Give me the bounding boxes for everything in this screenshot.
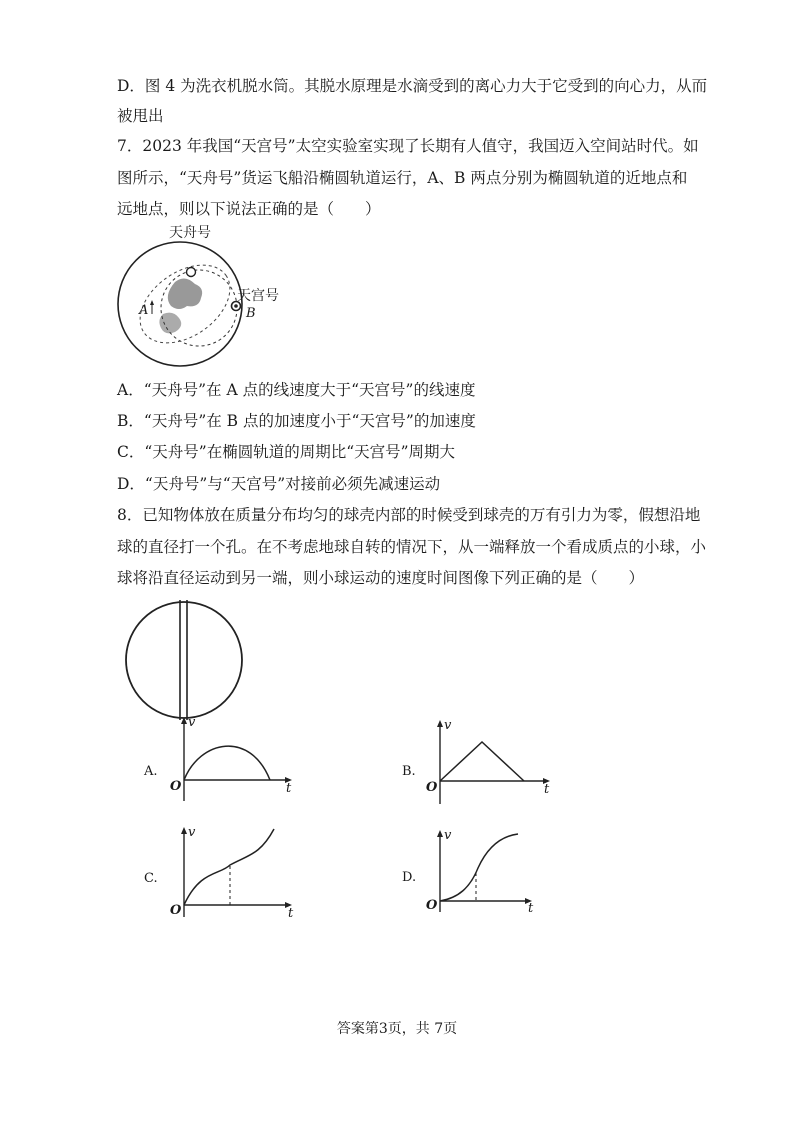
graph-c-svg (140, 825, 300, 925)
graph-b-y-label: v (444, 718, 452, 733)
earth-circle (126, 602, 242, 718)
graph-d-y-label: v (444, 828, 452, 843)
label-tianzhou: 天舟号 (169, 225, 211, 241)
graph-d-x-label: t (528, 901, 534, 916)
graph-b-y-arrow (437, 720, 443, 727)
label-tiangong: 天宫号 (237, 288, 279, 304)
graph-c-x-label: t (288, 906, 294, 921)
graph-b-curve (440, 742, 524, 781)
graph-c-origin: O (170, 903, 182, 918)
graph-b-origin: O (426, 780, 438, 795)
earth-tunnel-diagram (122, 598, 246, 722)
graph-a-label: A. (144, 764, 158, 779)
q6-option-d-line2: 被甩出 (117, 107, 164, 125)
graph-d-label: D. (402, 870, 417, 885)
graph-b (398, 718, 558, 810)
graph-a-y-arrow (181, 717, 187, 724)
graph-b-label: B. (402, 764, 416, 779)
graph-d-origin: O (426, 898, 438, 913)
q7-stem-line2: 图所示，“天舟号”货运飞船沿椭圆轨道运行，A、B 两点分别为椭圆轨道的近地点和 (117, 169, 688, 187)
graph-b-svg (398, 718, 558, 810)
page-footer: 答案第3页，共 7页 (336, 1021, 458, 1037)
tiangong-orbit (161, 270, 237, 346)
q6-option-d-line1: D．图 4 为洗衣机脱水筒。其脱水原理是水滴受到的离心力大于它受到的向心力，从而 (117, 77, 708, 95)
velocity-arrowhead (150, 300, 154, 305)
q8-earth-tunnel-figure (122, 598, 246, 722)
q8-stem-line2: 球的直径打一个孔。在不考虑地球自转的情况下，从一端释放一个看成质点的小球，小 (117, 538, 707, 556)
q7-option-c: C．“天舟号”在椭圆轨道的周期比“天宫号”周期大 (117, 443, 456, 461)
graph-a (140, 715, 300, 810)
graph-c-label: C. (144, 871, 158, 886)
graph-d-y-arrow (437, 830, 443, 837)
q7-option-a: A．“天舟号”在 A 点的线速度大于“天宫号”的线速度 (117, 381, 476, 399)
graph-a-origin: O (170, 779, 182, 794)
label-point-a: A (139, 303, 149, 318)
graph-c (140, 825, 300, 925)
graph-c-y-label: v (188, 825, 196, 840)
earth-continent-2 (159, 313, 181, 334)
graph-b-x-label: t (544, 782, 550, 797)
graph-d-svg (398, 828, 558, 920)
graph-c-curve (184, 829, 274, 905)
q7-option-b: B．“天舟号”在 B 点的加速度小于“天宫号”的加速度 (117, 412, 476, 430)
graph-c-y-arrow (181, 827, 187, 834)
graph-a-x-label: t (286, 781, 292, 796)
earth-continent (168, 278, 202, 309)
q8-stem-line1: 8．已知物体放在质量分布均匀的球壳内部的时候受到球壳的万有引力为零，假想沿地 (117, 506, 701, 524)
q7-stem-line3: 远地点，则以下说法正确的是（ ） (117, 200, 381, 218)
tianzhou-spacecraft-icon (187, 268, 196, 277)
q8-stem-line3: 球将沿直径运动到另一端，则小球运动的速度时间图像下列正确的是（ ） (117, 569, 645, 587)
graph-a-y-label: v (188, 715, 196, 730)
graph-d-curve (440, 834, 518, 901)
q7-stem-line1: 7．2023 年我国“天宫号”太空实验室实现了长期有人值守，我国迈入空间站时代。如 (117, 137, 699, 155)
label-point-b: B (246, 306, 256, 321)
graph-d (398, 828, 558, 920)
q7-option-d: D．“天舟号”与“天宫号”对接前必须先减速运动 (117, 475, 441, 493)
graph-a-curve (184, 746, 270, 780)
q7-orbit-figure (115, 222, 295, 372)
graph-a-svg (140, 715, 300, 810)
